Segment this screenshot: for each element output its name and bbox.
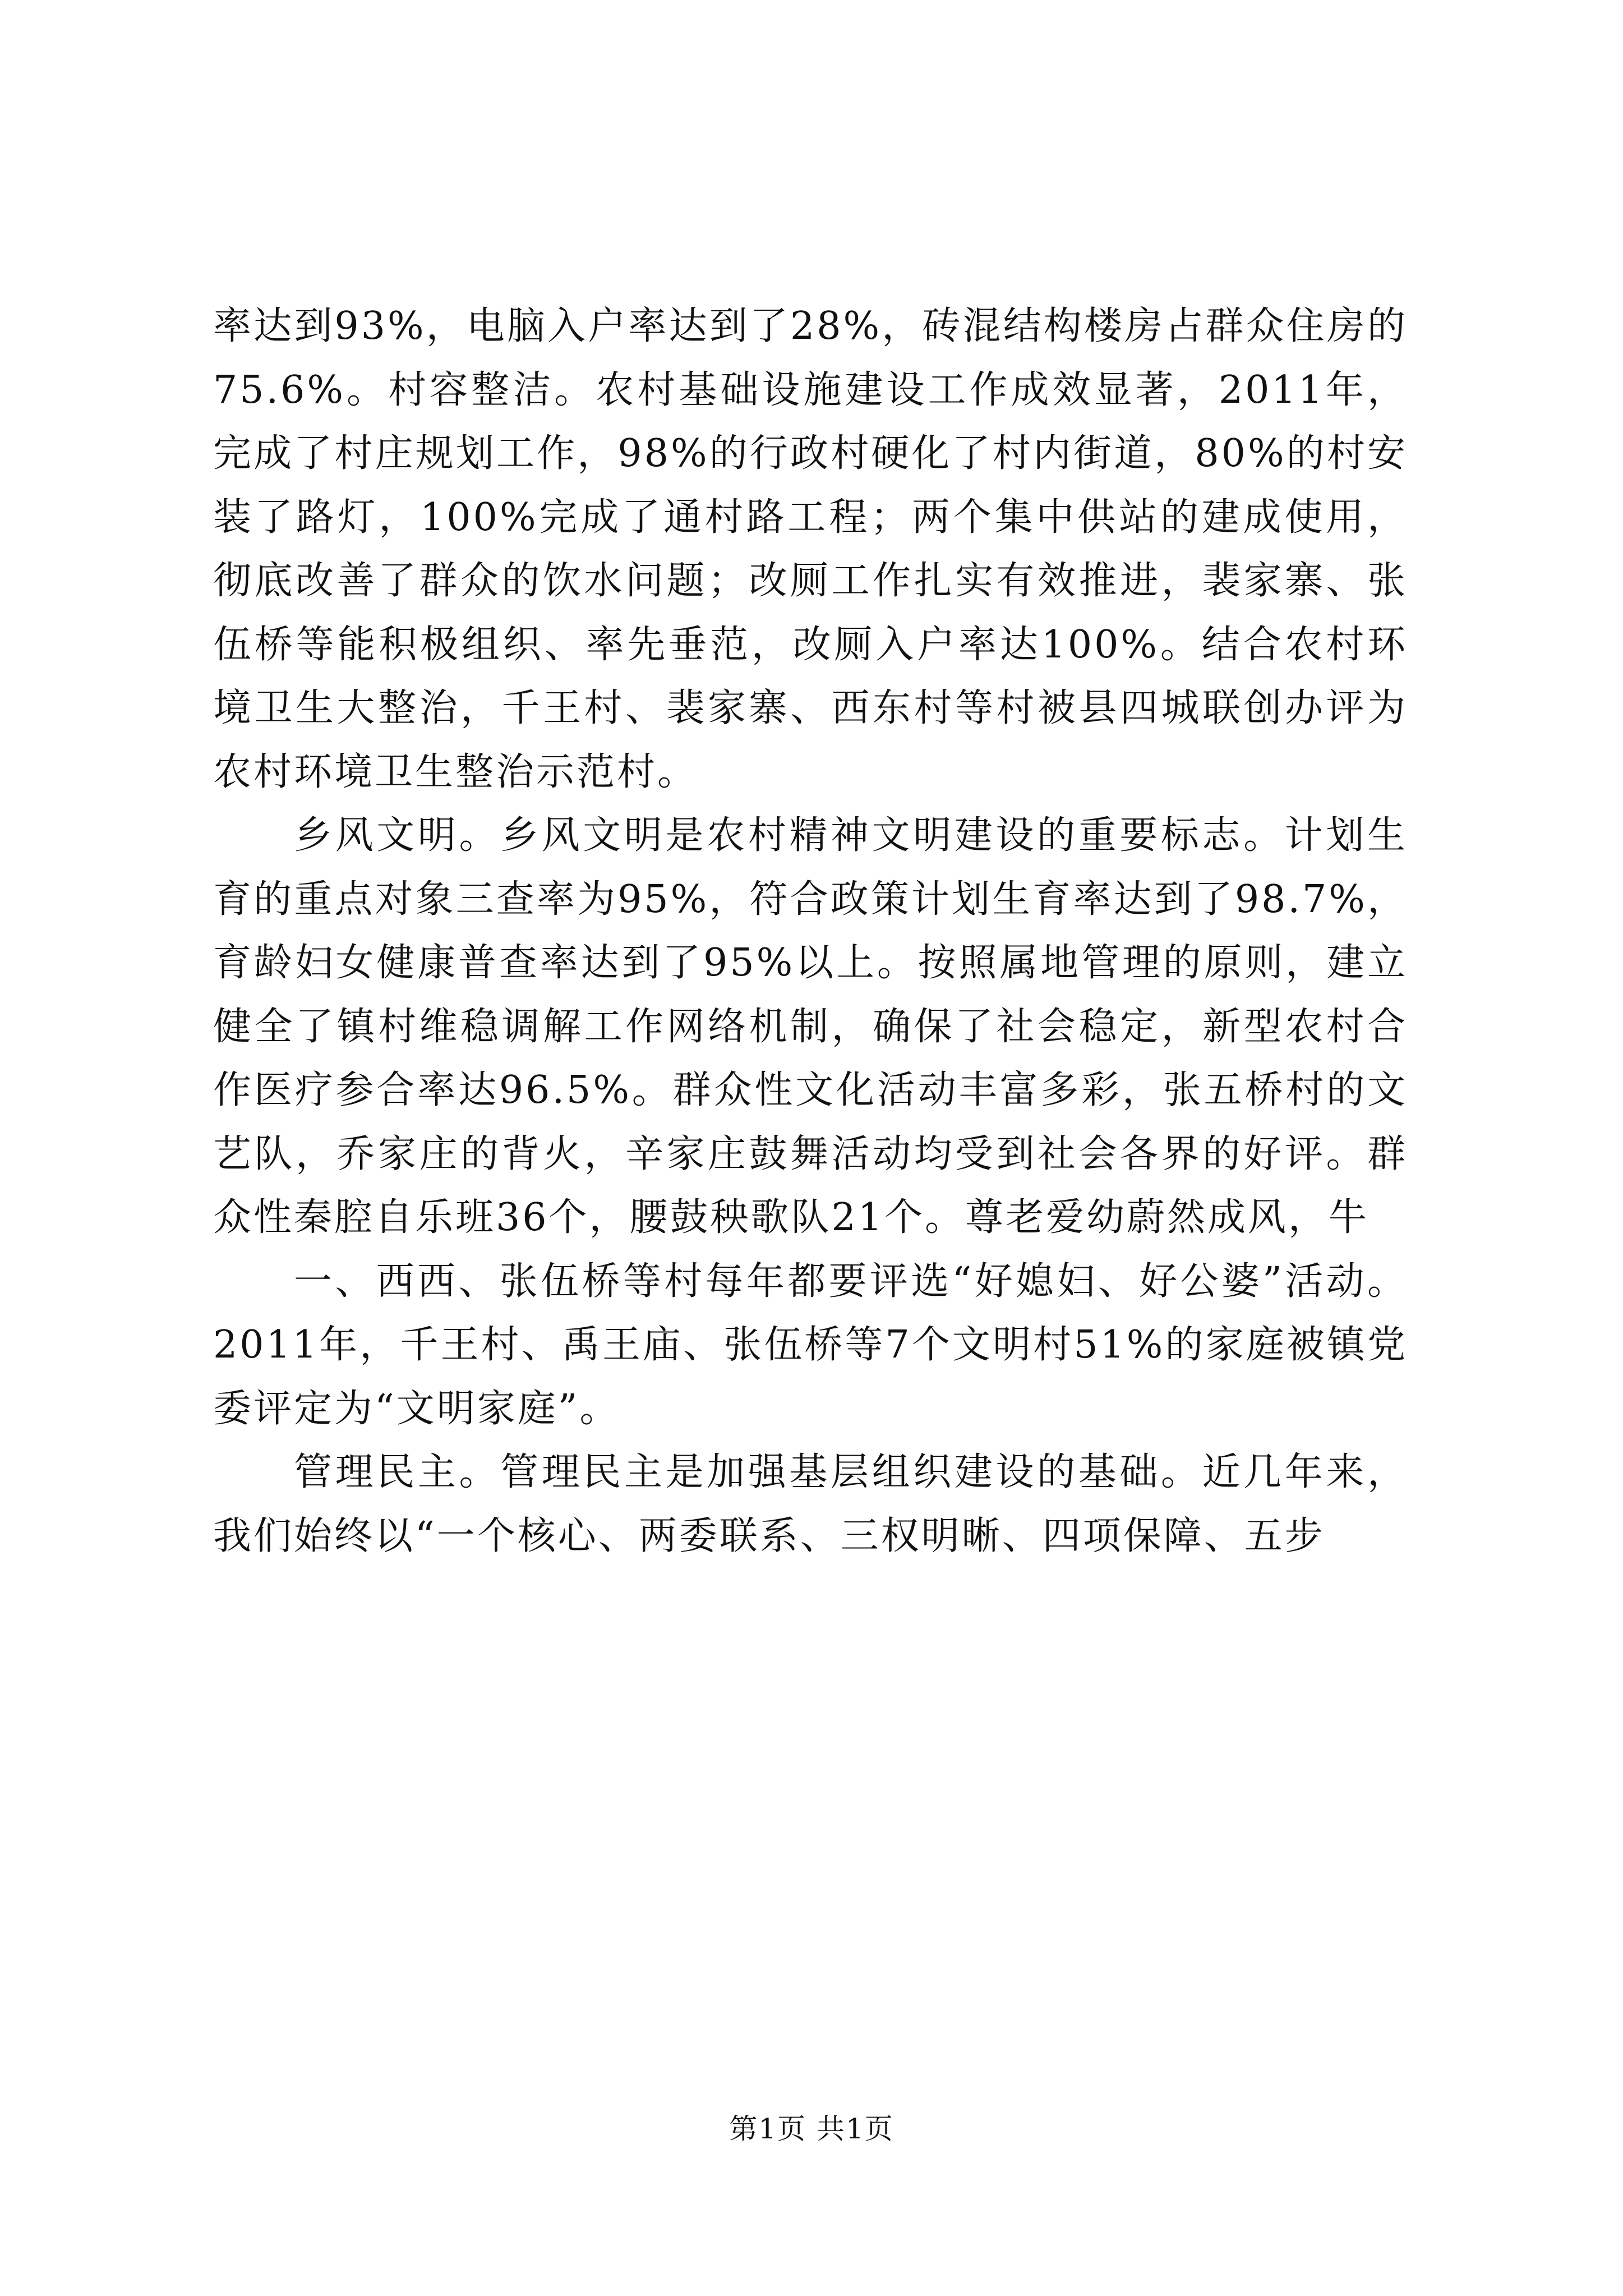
body-text: [213, 295, 1408, 1568]
paragraph-village-infrastructure: 率达到93%，电脑入户率达到了28%，砖混结构楼房占群众住房的75.6%。村容整洁。农村基础设施建设工作成效显著，2011年，完成了村庄规划工作，98%的行政村硬化了村内街道，80%的村安装了路灯，100%完成了通村路工程；两个集中供站的建成使用，彻底改善了群众的饮水问题；改厕工作扎实有效推进，裴家寨、张伍桥等能积极组织、率先垂范，改厕入户率达100%。结合农村环境卫生大整治，千王村、裴家寨、西东村等村被县四城联创办评为农村环境卫生整治示范村。: [213, 304, 1408, 794]
page-footer: 第1页 共1页: [729, 2113, 894, 2145]
paragraph-civilization: 乡风文明。乡风文明是农村精神文明建设的重要标志。计划生育的重点对象三查率为95%，符合政策计划生育率达到了98.7%，育龄妇女健康普查率达到了95%以上。按照属地管理的原则，建立健全了镇村维稳调解工作网络机制，确保了社会稳定，新型农村合作医疗参合率达96.5%。群众性文化活动丰富多彩，张五桥村的文艺队，乔家庄的背火，辛家庄鼓舞活动均受到社会各界的好评。群众性秦腔自乐班36个，腰鼓秧歌队21个。尊老爱幼蔚然成风，牛: [213, 813, 1408, 1240]
paragraph-democratic-management: 管理民主。管理民主是加强基层组织建设的基础。近几年来，我们始终以“一个核心、两委联系、三权明晰、四项保障、五步: [213, 1450, 1408, 1558]
paragraph-good-family-selection: 一、西西、张伍桥等村每年都要评选“好媳妇、好公婆”活动。2011年，千王村、禹王庙、张伍桥等7个文明村51%的家庭被镇党委评定为“文明家庭”。: [213, 1259, 1408, 1431]
